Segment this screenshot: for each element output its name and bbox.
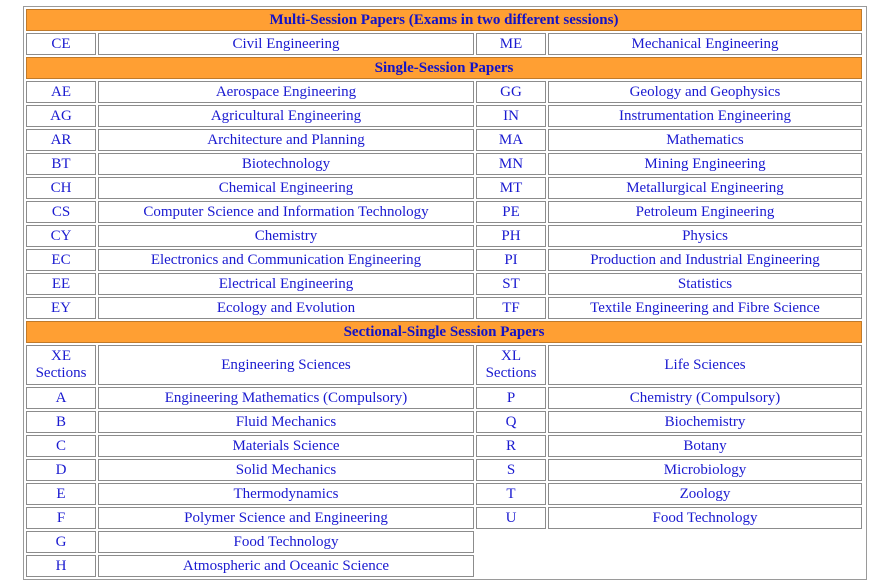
paper-name: Geology and Geophysics <box>548 81 862 103</box>
table-row <box>26 411 862 433</box>
section-name: Solid Mechanics <box>98 459 474 481</box>
table-row <box>26 531 862 553</box>
paper-name: Ecology and Evolution <box>98 297 474 319</box>
paper-name: Agricultural Engineering <box>98 105 474 127</box>
paper-name: Mathematics <box>548 129 862 151</box>
section-code: E <box>26 483 96 505</box>
section-name: Botany <box>548 435 862 457</box>
section-name: Food Technology <box>548 507 862 529</box>
paper-code: IN <box>476 105 546 127</box>
paper-code: MN <box>476 153 546 175</box>
paper-code: CH <box>26 177 96 199</box>
section-header-row <box>26 57 862 79</box>
paper-code: ST <box>476 273 546 295</box>
paper-name: Civil Engineering <box>98 33 474 55</box>
section-code: Q <box>476 411 546 433</box>
paper-code: EY <box>26 297 96 319</box>
table-row <box>26 81 862 103</box>
section-code: B <box>26 411 96 433</box>
paper-code: PH <box>476 225 546 247</box>
paper-name: Petroleum Engineering <box>548 201 862 223</box>
table-row <box>26 555 862 577</box>
paper-name: Metallurgical Engineering <box>548 177 862 199</box>
table-row <box>26 177 862 199</box>
paper-code: PE <box>476 201 546 223</box>
paper-code: AR <box>26 129 96 151</box>
paper-name: Textile Engineering and Fibre Science <box>548 297 862 319</box>
section-name: Food Technology <box>98 531 474 553</box>
paper-name: Architecture and Planning <box>98 129 474 151</box>
paper-code: BT <box>26 153 96 175</box>
paper-name: Production and Industrial Engineering <box>548 249 862 271</box>
table-row <box>26 459 862 481</box>
paper-code: EC <box>26 249 96 271</box>
table-row <box>26 33 862 55</box>
section-code: H <box>26 555 96 577</box>
paper-name: Biotechnology <box>98 153 474 175</box>
multi-session-title: Multi-Session Papers (Exams in two different sessions) <box>26 9 862 31</box>
paper-code: AE <box>26 81 96 103</box>
table-row <box>26 387 862 409</box>
section-code: G <box>26 531 96 553</box>
paper-code: CE <box>26 33 96 55</box>
table-row <box>26 249 862 271</box>
xl-paper-name: Life Sciences <box>548 345 862 385</box>
paper-code: ME <box>476 33 546 55</box>
section-name: Thermodynamics <box>98 483 474 505</box>
section-code: A <box>26 387 96 409</box>
table-row <box>26 297 862 319</box>
paper-name: Chemistry <box>98 225 474 247</box>
paper-code: MA <box>476 129 546 151</box>
section-name: Zoology <box>548 483 862 505</box>
sectional-subheader-row <box>26 345 862 385</box>
single-session-title: Single-Session Papers <box>26 57 862 79</box>
paper-code: TF <box>476 297 546 319</box>
section-code: C <box>26 435 96 457</box>
section-name: Atmospheric and Oceanic Science <box>98 555 474 577</box>
table-row <box>26 129 862 151</box>
paper-name: Electrical Engineering <box>98 273 474 295</box>
paper-name: Chemical Engineering <box>98 177 474 199</box>
table-row <box>26 153 862 175</box>
section-code: R <box>476 435 546 457</box>
section-code: D <box>26 459 96 481</box>
paper-name: Mining Engineering <box>548 153 862 175</box>
paper-code: CS <box>26 201 96 223</box>
section-name: Engineering Mathematics (Compulsory) <box>98 387 474 409</box>
section-name: Fluid Mechanics <box>98 411 474 433</box>
section-header-row <box>26 9 862 31</box>
xl-code: XL <box>501 348 521 364</box>
section-name: Biochemistry <box>548 411 862 433</box>
table-row <box>26 105 862 127</box>
section-name: Polymer Science and Engineering <box>98 507 474 529</box>
section-code: S <box>476 459 546 481</box>
section-code: P <box>476 387 546 409</box>
section-code: T <box>476 483 546 505</box>
xl-sections-label <box>476 345 546 385</box>
section-name: Materials Science <box>98 435 474 457</box>
table-row <box>26 201 862 223</box>
table-row <box>26 507 862 529</box>
xe-sections-label <box>26 345 96 385</box>
paper-code: PI <box>476 249 546 271</box>
paper-name: Instrumentation Engineering <box>548 105 862 127</box>
section-header-row <box>26 321 862 343</box>
paper-name: Statistics <box>548 273 862 295</box>
section-name: Microbiology <box>548 459 862 481</box>
paper-name: Physics <box>548 225 862 247</box>
section-code: F <box>26 507 96 529</box>
papers-table-frame <box>23 6 867 580</box>
xe-sections-word: Sections <box>35 365 87 381</box>
empty-cell <box>476 531 862 553</box>
table-row <box>26 273 862 295</box>
papers-table <box>24 7 864 579</box>
table-row <box>26 225 862 247</box>
paper-code: AG <box>26 105 96 127</box>
paper-name: Mechanical Engineering <box>548 33 862 55</box>
paper-name: Aerospace Engineering <box>98 81 474 103</box>
section-code: U <box>476 507 546 529</box>
paper-code: GG <box>476 81 546 103</box>
section-name: Chemistry (Compulsory) <box>548 387 862 409</box>
xe-paper-name: Engineering Sciences <box>98 345 474 385</box>
paper-code: MT <box>476 177 546 199</box>
paper-code: EE <box>26 273 96 295</box>
sectional-title: Sectional-Single Session Papers <box>26 321 862 343</box>
paper-name: Computer Science and Information Technology <box>98 201 474 223</box>
xl-sections-word: Sections <box>485 365 537 381</box>
table-row <box>26 483 862 505</box>
xe-code: XE <box>51 348 71 364</box>
table-row <box>26 435 862 457</box>
empty-cell <box>476 555 862 577</box>
paper-name: Electronics and Communication Engineering <box>98 249 474 271</box>
paper-code: CY <box>26 225 96 247</box>
